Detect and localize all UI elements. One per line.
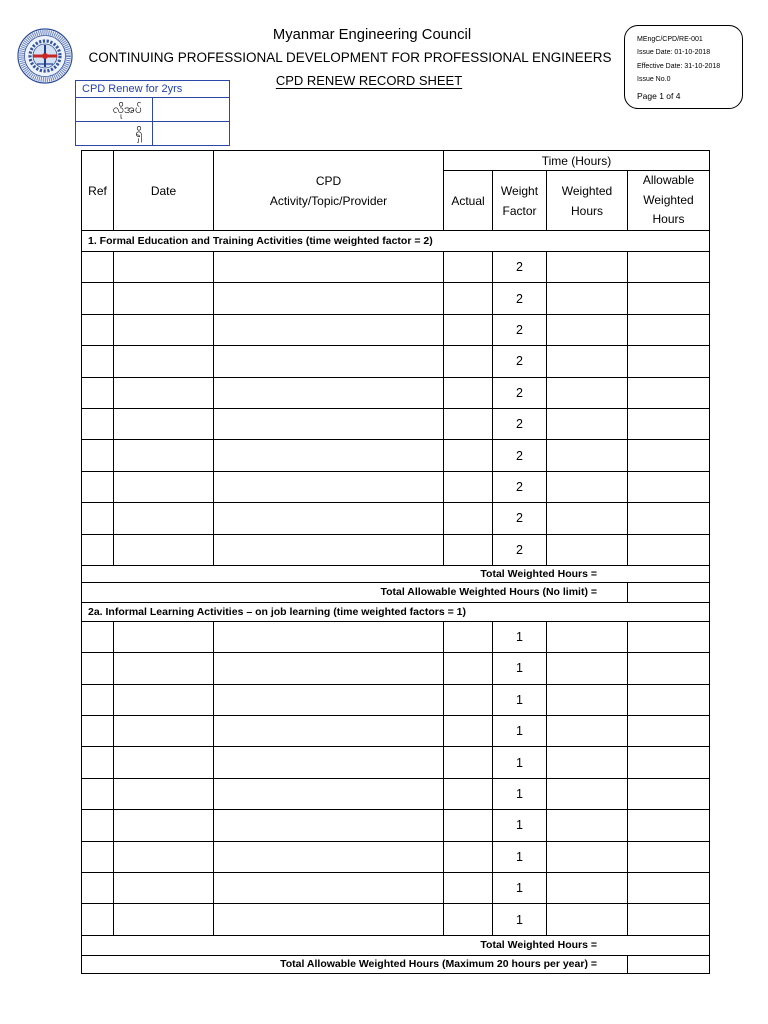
allowable-hours-cell[interactable] (628, 314, 710, 345)
renew-required-value[interactable] (153, 98, 230, 122)
ref-cell[interactable] (82, 684, 114, 715)
total-value-cell[interactable] (628, 582, 710, 602)
table-row (82, 904, 710, 935)
issue-date: Issue Date: 01-10-2018 (637, 49, 711, 56)
date-cell[interactable] (114, 408, 214, 439)
date-cell[interactable] (114, 841, 214, 872)
issue-number: Issue No.0 (637, 76, 671, 83)
weight-factor-cell: 1 (493, 873, 547, 904)
actual-hours-cell[interactable] (444, 684, 493, 715)
weighted-hours-cell[interactable] (547, 904, 628, 935)
weight-factor-cell: 1 (493, 778, 547, 809)
total-label: Total Weighted Hours = (82, 935, 710, 955)
document-code: MEngC/CPD/RE-001 (637, 36, 703, 43)
weighted-hours-cell[interactable] (547, 252, 628, 283)
table-row (82, 747, 710, 778)
weight-factor-cell: 2 (493, 471, 547, 502)
weight-factor-cell: 2 (493, 408, 547, 439)
col-header-weight-factor (493, 171, 547, 231)
date-cell[interactable] (114, 810, 214, 841)
ref-cell[interactable] (82, 716, 114, 747)
weighted-hours-cell[interactable] (547, 440, 628, 471)
allowable-hours-cell[interactable] (628, 471, 710, 502)
date-cell[interactable] (114, 534, 214, 565)
table-row (82, 716, 710, 747)
date-cell[interactable] (114, 377, 214, 408)
weighted-hours-cell[interactable] (547, 408, 628, 439)
allowable-hours-cell[interactable] (628, 873, 710, 904)
activity-cell[interactable] (214, 778, 444, 809)
activity-cell[interactable] (214, 684, 444, 715)
col-header-allowable-line: Hours (652, 212, 685, 227)
allowable-hours-cell[interactable] (628, 621, 710, 652)
date-cell[interactable] (114, 621, 214, 652)
weighted-hours-cell[interactable] (547, 503, 628, 534)
allowable-hours-cell[interactable] (628, 534, 710, 565)
weighted-hours-cell[interactable] (547, 534, 628, 565)
total-row (82, 955, 710, 973)
weighted-hours-cell[interactable] (547, 346, 628, 377)
weighted-hours-cell[interactable] (547, 747, 628, 778)
section-header-row (82, 602, 710, 621)
weight-factor-cell: 1 (493, 684, 547, 715)
page-number: Page 1 of 4 (637, 91, 681, 101)
col-header-weighted-hours (547, 171, 628, 231)
weight-factor-cell: 2 (493, 503, 547, 534)
actual-hours-cell[interactable] (444, 377, 493, 408)
actual-hours-cell[interactable] (444, 283, 493, 314)
weight-factor-cell: 2 (493, 534, 547, 565)
allowable-hours-cell[interactable] (628, 904, 710, 935)
col-header-cpd-line: Activity/Topic/Provider (269, 193, 388, 208)
activity-cell[interactable] (214, 653, 444, 684)
date-cell[interactable] (114, 684, 214, 715)
activity-cell[interactable] (214, 283, 444, 314)
date-cell[interactable] (114, 471, 214, 502)
weighted-hours-cell[interactable] (547, 377, 628, 408)
date-cell[interactable] (114, 747, 214, 778)
date-cell[interactable] (114, 346, 214, 377)
table-row (82, 377, 710, 408)
date-cell[interactable] (114, 716, 214, 747)
section-title: 2a. Informal Learning Activities – on job learning (time weighted factors = 1) (82, 602, 710, 621)
weight-factor-cell: 1 (493, 653, 547, 684)
date-cell[interactable] (114, 778, 214, 809)
col-header-weighted-hours-line: Weighted (561, 183, 613, 198)
total-value-cell[interactable] (628, 955, 710, 973)
table-row (82, 621, 710, 652)
ref-cell[interactable] (82, 440, 114, 471)
activity-cell[interactable] (214, 408, 444, 439)
allowable-hours-cell[interactable] (628, 252, 710, 283)
actual-hours-cell[interactable] (444, 408, 493, 439)
weight-factor-cell: 2 (493, 314, 547, 345)
total-label: Total Weighted Hours = (82, 565, 710, 582)
section-header-row (82, 231, 710, 252)
weighted-hours-cell[interactable] (547, 314, 628, 345)
actual-hours-cell[interactable] (444, 716, 493, 747)
activity-cell[interactable] (214, 747, 444, 778)
weighted-hours-cell[interactable] (547, 873, 628, 904)
ref-cell[interactable] (82, 778, 114, 809)
actual-hours-cell[interactable] (444, 503, 493, 534)
ref-cell[interactable] (82, 471, 114, 502)
allowable-hours-cell[interactable] (628, 747, 710, 778)
col-header-allowable-weighted-hours (628, 171, 710, 231)
document-control-box (624, 25, 743, 109)
col-group-time-hours: Time (Hours) (444, 151, 710, 171)
ref-cell[interactable] (82, 747, 114, 778)
actual-hours-cell[interactable] (444, 471, 493, 502)
renew-attained-label: ရှိ (76, 122, 153, 146)
allowable-hours-cell[interactable] (628, 377, 710, 408)
activity-cell[interactable] (214, 377, 444, 408)
allowable-hours-cell[interactable] (628, 684, 710, 715)
table-row (82, 653, 710, 684)
weighted-hours-cell[interactable] (547, 716, 628, 747)
cpd-record-table (81, 150, 710, 974)
table-row (82, 841, 710, 872)
table-row (82, 810, 710, 841)
table-row (82, 534, 710, 565)
weighted-hours-cell[interactable] (547, 684, 628, 715)
actual-hours-cell[interactable] (444, 252, 493, 283)
date-cell[interactable] (114, 904, 214, 935)
total-row (82, 935, 710, 955)
weight-factor-cell: 1 (493, 810, 547, 841)
allowable-hours-cell[interactable] (628, 346, 710, 377)
sheet-title: CPD RENEW RECORD SHEET (275, 73, 463, 88)
ref-cell[interactable] (82, 534, 114, 565)
col-header-allowable-line: Weighted (643, 192, 694, 207)
col-header-cpd-activity (214, 151, 444, 231)
cpd-renew-box (75, 80, 230, 146)
allowable-hours-cell[interactable] (628, 408, 710, 439)
renew-required-label: လိုအပ် (76, 98, 153, 122)
table-body (82, 231, 710, 974)
col-header-allowable-line: Allowable (642, 173, 695, 188)
ref-cell[interactable] (82, 841, 114, 872)
table-row (82, 503, 710, 534)
activity-cell[interactable] (214, 810, 444, 841)
table-row (82, 283, 710, 314)
allowable-hours-cell[interactable] (628, 810, 710, 841)
activity-cell[interactable] (214, 534, 444, 565)
col-header-weight-factor-line: Factor (502, 203, 537, 218)
actual-hours-cell[interactable] (444, 904, 493, 935)
activity-cell[interactable] (214, 621, 444, 652)
col-header-actual: Actual (444, 171, 493, 231)
header-row (82, 151, 710, 171)
weighted-hours-cell[interactable] (547, 471, 628, 502)
activity-cell[interactable] (214, 716, 444, 747)
ref-cell[interactable] (82, 408, 114, 439)
actual-hours-cell[interactable] (444, 440, 493, 471)
activity-cell[interactable] (214, 314, 444, 345)
actual-hours-cell[interactable] (444, 873, 493, 904)
date-cell[interactable] (114, 653, 214, 684)
table-row (82, 408, 710, 439)
weight-factor-cell: 1 (493, 747, 547, 778)
date-cell[interactable] (114, 503, 214, 534)
weight-factor-cell: 1 (493, 904, 547, 935)
activity-cell[interactable] (214, 873, 444, 904)
section-title: 1. Formal Education and Training Activities (time weighted factor = 2) (82, 231, 710, 252)
weight-factor-cell: 2 (493, 440, 547, 471)
actual-hours-cell[interactable] (444, 810, 493, 841)
ref-cell[interactable] (82, 346, 114, 377)
council-seal-logo (17, 28, 73, 84)
allowable-hours-cell[interactable] (628, 283, 710, 314)
allowable-hours-cell[interactable] (628, 440, 710, 471)
col-header-weighted-hours-line: Hours (570, 203, 603, 218)
ref-cell[interactable] (82, 904, 114, 935)
actual-hours-cell[interactable] (444, 653, 493, 684)
date-cell[interactable] (114, 283, 214, 314)
effective-date: Effective Date: 31-10-2018 (637, 63, 721, 70)
table-header (82, 151, 710, 231)
actual-hours-cell[interactable] (444, 314, 493, 345)
ref-cell[interactable] (82, 810, 114, 841)
table-row (82, 252, 710, 283)
renew-attained-value[interactable] (153, 122, 230, 146)
weight-factor-cell: 2 (493, 283, 547, 314)
allowable-hours-cell[interactable] (628, 653, 710, 684)
weight-factor-cell: 1 (493, 716, 547, 747)
weighted-hours-cell[interactable] (547, 810, 628, 841)
table-row (82, 314, 710, 345)
total-row (82, 565, 710, 582)
ref-cell[interactable] (82, 873, 114, 904)
col-header-cpd-line: CPD (315, 173, 342, 188)
actual-hours-cell[interactable] (444, 621, 493, 652)
weight-factor-cell: 2 (493, 252, 547, 283)
actual-hours-cell[interactable] (444, 778, 493, 809)
activity-cell[interactable] (214, 841, 444, 872)
table-row (82, 778, 710, 809)
total-row (82, 582, 710, 602)
table-row (82, 471, 710, 502)
date-cell[interactable] (114, 252, 214, 283)
activity-cell[interactable] (214, 440, 444, 471)
table-row (82, 346, 710, 377)
ref-cell[interactable] (82, 621, 114, 652)
activity-cell[interactable] (214, 471, 444, 502)
table-row (82, 873, 710, 904)
col-header-weight-factor-line: Weight (500, 183, 539, 198)
weighted-hours-cell[interactable] (547, 283, 628, 314)
table-row (82, 684, 710, 715)
ref-cell[interactable] (82, 653, 114, 684)
actual-hours-cell[interactable] (444, 346, 493, 377)
ref-cell[interactable] (82, 252, 114, 283)
program-title: CONTINUING PROFESSIONAL DEVELOPMENT FOR PROFESSIONAL ENGINEERS (88, 50, 612, 65)
activity-cell[interactable] (214, 252, 444, 283)
allowable-hours-cell[interactable] (628, 503, 710, 534)
ref-cell[interactable] (82, 503, 114, 534)
allowable-hours-cell[interactable] (628, 716, 710, 747)
weighted-hours-cell[interactable] (547, 778, 628, 809)
weighted-hours-cell[interactable] (547, 841, 628, 872)
activity-cell[interactable] (214, 904, 444, 935)
ref-cell[interactable] (82, 283, 114, 314)
ref-cell[interactable] (82, 377, 114, 408)
date-cell[interactable] (114, 314, 214, 345)
allowable-hours-cell[interactable] (628, 778, 710, 809)
org-name: Myanmar Engineering Council (272, 27, 472, 43)
weighted-hours-cell[interactable] (547, 653, 628, 684)
allowable-hours-cell[interactable] (628, 841, 710, 872)
col-header-ref: Ref (82, 151, 114, 231)
weight-factor-cell: 1 (493, 621, 547, 652)
table-row (82, 440, 710, 471)
sheet-title-container (250, 72, 488, 92)
activity-cell[interactable] (214, 503, 444, 534)
renew-box-title: CPD Renew for 2yrs (76, 81, 230, 98)
weight-factor-cell: 2 (493, 346, 547, 377)
date-cell[interactable] (114, 873, 214, 904)
total-label: Total Allowable Weighted Hours (No limit) = (82, 582, 628, 602)
col-header-date: Date (114, 151, 214, 231)
actual-hours-cell[interactable] (444, 534, 493, 565)
activity-cell[interactable] (214, 346, 444, 377)
actual-hours-cell[interactable] (444, 747, 493, 778)
total-label: Total Allowable Weighted Hours (Maximum 20 hours per year) = (82, 955, 628, 973)
ref-cell[interactable] (82, 314, 114, 345)
actual-hours-cell[interactable] (444, 841, 493, 872)
weight-factor-cell: 1 (493, 841, 547, 872)
weight-factor-cell: 2 (493, 377, 547, 408)
weighted-hours-cell[interactable] (547, 621, 628, 652)
date-cell[interactable] (114, 440, 214, 471)
